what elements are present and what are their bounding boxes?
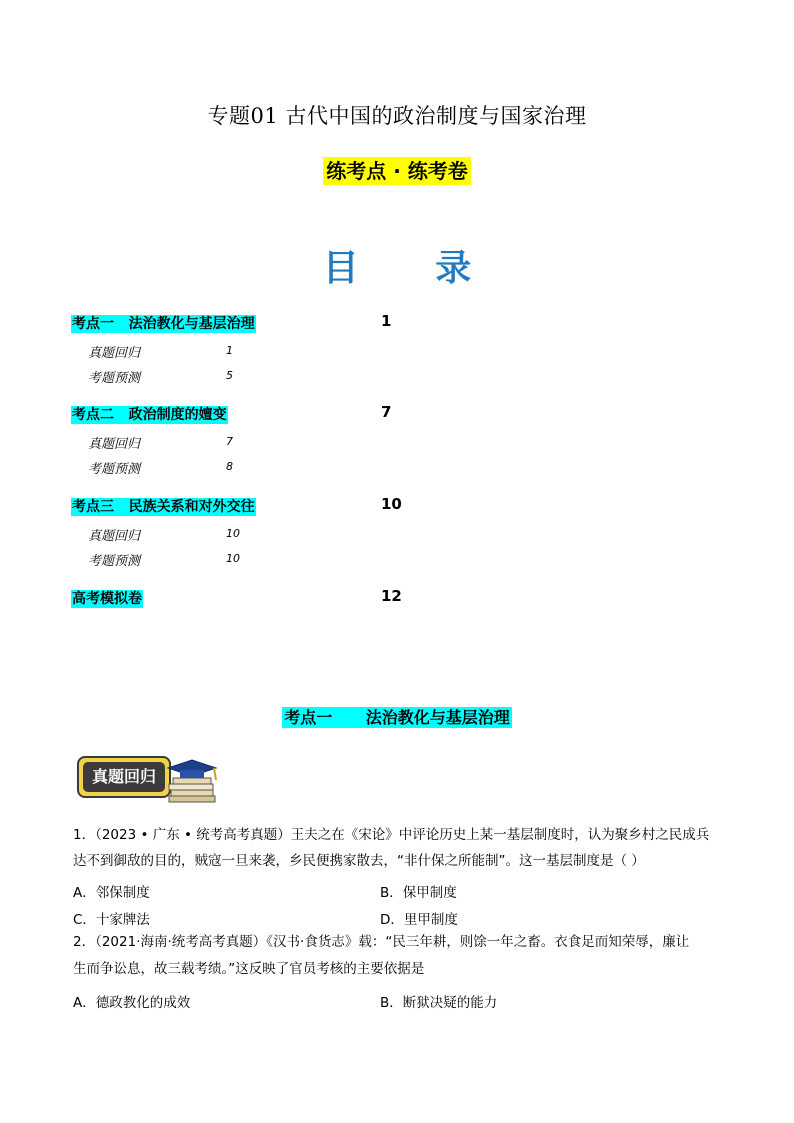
toc-sub-page: 7 <box>226 435 233 448</box>
question-2-option-a[interactable]: A．德政教化的成效 <box>73 995 191 1011</box>
toc-sub-entry[interactable]: 考题预测 <box>88 462 141 477</box>
toc-sub-page: 1 <box>226 344 233 357</box>
question-2-option-b[interactable]: B．断狱决疑的能力 <box>380 995 498 1011</box>
toc-sub-entry[interactable]: 真题回归 <box>88 529 141 544</box>
question-1-stem-line-1: 1．（2023 • 广东 • 统考高考真题）王夫之在《宋论》中评论历史上某一基层制度时，认为聚乡村之民成兵 <box>73 827 710 843</box>
subtitle-highlight: 练考点 · 练考卷 <box>323 157 471 185</box>
toc-page-section-2: 7 <box>381 403 392 421</box>
toc-page-section-3: 10 <box>381 495 402 513</box>
document-subtitle <box>0 155 794 184</box>
toc-sub-entry[interactable]: 真题回归 <box>88 346 141 361</box>
question-1-option-a[interactable]: A．邻保制度 <box>73 885 150 901</box>
toc-entry-section-3[interactable]: 考点三 民族关系和对外交往 <box>72 499 255 515</box>
question-1-option-d[interactable]: D．里甲制度 <box>380 912 458 928</box>
toc-sub-entry[interactable]: 真题回归 <box>88 437 141 452</box>
toc-page-mock-exam: 12 <box>381 587 402 605</box>
badge-zhenti-huigui <box>76 754 226 806</box>
toc-sub-page: 8 <box>226 460 233 473</box>
toc-sub-page: 10 <box>226 552 240 565</box>
toc-entry-section-1[interactable]: 考点一 法治教化与基层治理 <box>72 316 255 332</box>
question-2-stem-line-1: 2．（2021·海南·统考高考真题）《汉书·食货志》载：“民三年耕，则馀一年之畜。衣食足而知荣辱，廉让 <box>73 934 690 950</box>
toc-entry-section-2[interactable]: 考点二 政治制度的嬗变 <box>72 407 227 423</box>
toc-heading: 目 录 <box>322 248 504 289</box>
question-1-stem-line-2: 达不到御敌的目的，贼寇一旦来袭，乡民便携家散去，“非什保之所能制”。这一基层制度是（ ） <box>73 853 645 869</box>
question-1-option-c[interactable]: C．十家牌法 <box>73 912 150 928</box>
badge-label: 真题回归 <box>91 767 156 786</box>
toc-sub-entry[interactable]: 考题预测 <box>88 554 141 569</box>
toc-page-section-1: 1 <box>381 312 392 330</box>
section-heading: 考点一 法治教化与基层治理 <box>284 708 510 727</box>
question-1-option-b[interactable]: B．保甲制度 <box>380 885 457 901</box>
toc-sub-page: 5 <box>226 369 233 382</box>
toc-sub-page: 10 <box>226 527 240 540</box>
document-title: 专题01 古代中国的政治制度与国家治理 <box>207 104 587 128</box>
toc-sub-entry[interactable]: 考题预测 <box>88 371 141 386</box>
question-2-stem-line-2: 生而争讼息，故三载考绩。”这反映了官员考核的主要依据是 <box>73 961 425 977</box>
toc-entry-mock-exam[interactable]: 高考模拟卷 <box>72 591 142 607</box>
